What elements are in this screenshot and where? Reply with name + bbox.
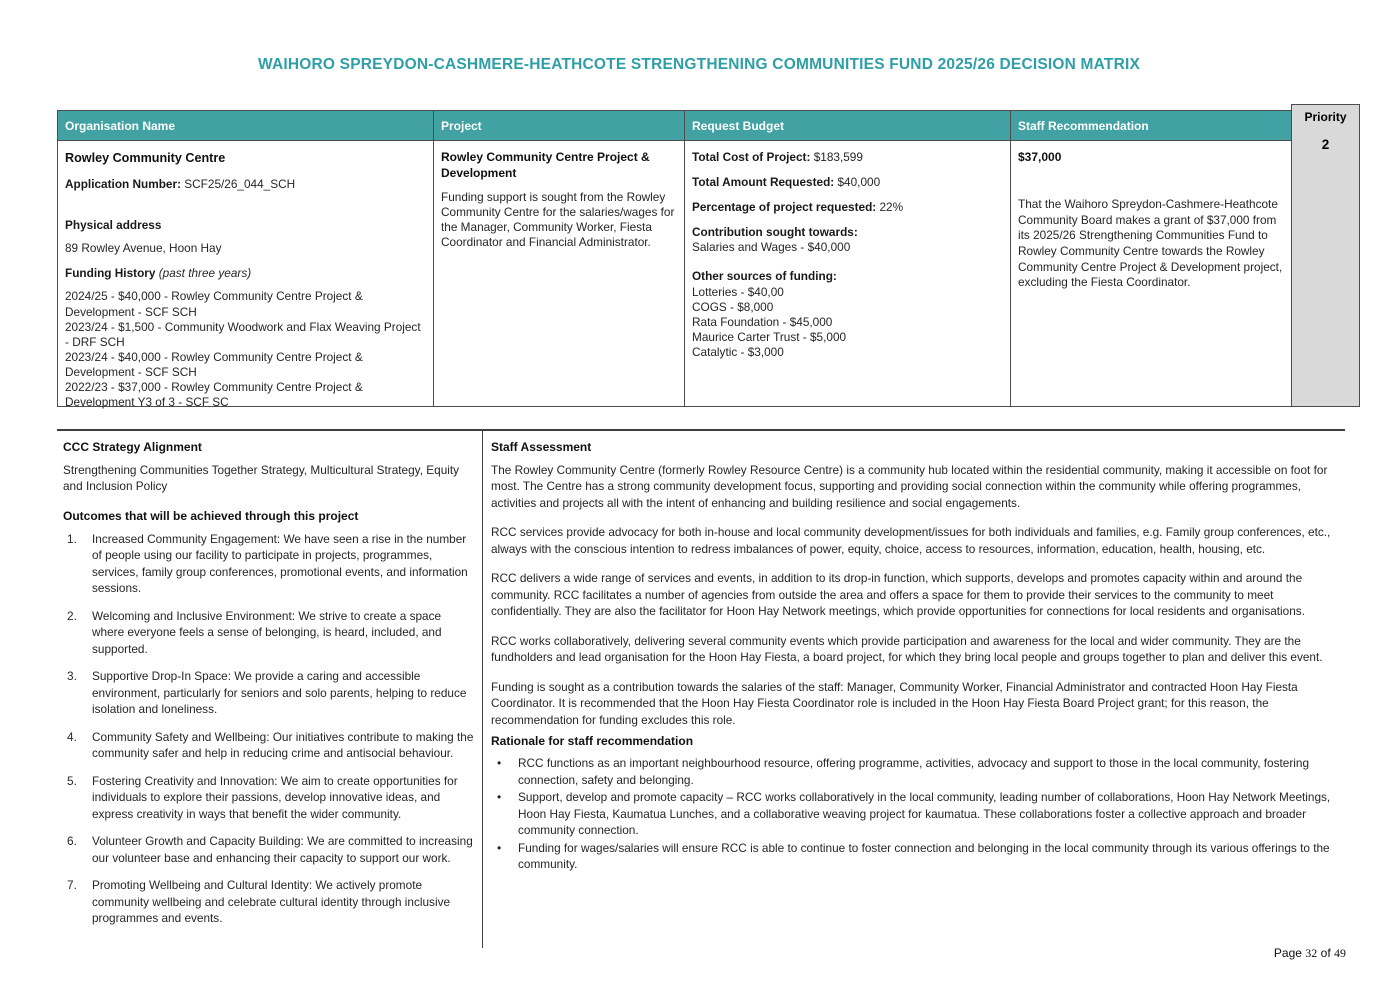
other-funding-entry: Maurice Carter Trust - $5,000	[692, 329, 847, 344]
assessment-paragraph: RCC services provide advocacy for both in-house and local community development/issues for both individuals and families, e.g. Family group conferences, etc., always with the conscious intention to redress imbalances of power, equity, choice, access to resources, information, education, health, housing, etc.	[491, 525, 1331, 556]
organisation-name: Rowley Community Centre	[65, 151, 226, 165]
rationale-heading: Rationale for staff recommendation	[491, 733, 694, 748]
assessment-paragraph: The Rowley Community Centre (formerly Rowley Resource Centre) is a community hub located within the residential community, making it accessible on foot for most. The Centre has a strong community development focus, supporting and providing social connection within the community while offering programmes, activities and projects all with the intent of enhancing and building resilience and social engagements.	[491, 462, 1328, 510]
contribution-value: Salaries and Wages - $40,000	[692, 240, 851, 255]
funding-history-heading	[65, 266, 425, 281]
contribution-label: Contribution sought towards:	[692, 225, 858, 240]
application-number-line	[65, 177, 425, 192]
physical-address-label: Physical address	[65, 218, 162, 233]
staff-assessment-heading: Staff Assessment	[491, 440, 592, 454]
page-number	[1274, 946, 1346, 961]
total-requested-label: Total Amount Requested:	[692, 175, 835, 190]
funding-history-entry: 2022/23 - $37,000 - Rowley Community Centre Project & Development Y3 of 3 - SCF SC	[65, 380, 363, 410]
page-number-value: 32	[1305, 946, 1318, 960]
total-requested-value: $40,000	[837, 175, 881, 190]
physical-address-value: 89 Rowley Avenue, Hoon Hay	[65, 241, 222, 256]
assessment-paragraph: Funding is sought as a contribution towards the salaries of the staff: Manager, Community Worker, Financial Administrator and contracted Hoon Hay Fiesta Coordinator. It is recommended that the Hoon Hay Fiesta Coordinator role is included in the Hoon Hay Fiesta Board Project grant; for this reason, the recommendation for funding excludes this role.	[491, 679, 1298, 727]
header-priority: Priority	[1304, 110, 1347, 124]
page-title: WAIHORO SPREYDON-CASHMERE-HEATHCOTE STRENGTHENING COMMUNITIES FUND 2025/26 DECISION MATRIX	[257, 56, 1141, 73]
page-total-value: 49	[1334, 946, 1346, 960]
outcome-item: Volunteer Growth and Capacity Building: We are committed to increasing our volunteer base and enhancing their capacity to support our work.	[92, 834, 473, 865]
percentage-label: Percentage of project requested:	[692, 200, 877, 215]
header-staff-recommendation: Staff Recommendation	[1011, 111, 1292, 141]
header-organisation-name: Organisation Name	[58, 111, 434, 141]
application-number-value: SCF25/26_044_SCH	[184, 177, 296, 192]
outcome-item: Promoting Wellbeing and Cultural Identity: We actively promote community wellbeing and celebrate cultural identity through inclusive programmes and events.	[92, 878, 451, 926]
other-funding-label: Other sources of funding:	[692, 269, 837, 284]
funding-history-note: (past three years)	[158, 266, 252, 281]
rationale-item: • Support, develop and promote capacity – RCC works collaboratively in the local community, leading number of collaborations, Hoon Hay Network Meetings, Hoon Hay Fiesta, Kaumatua Lunches, and a collaborative weaving project for kaumatua. These collaborations foster a collective approach and broader community connection.	[491, 789, 1345, 839]
details-section	[57, 429, 1345, 948]
decision-matrix-table	[57, 110, 1360, 410]
total-cost-line	[692, 150, 1002, 165]
ccc-strategy-heading: CCC Strategy Alignment	[63, 440, 202, 454]
outcome-item: Community Safety and Wellbeing: Our initiatives contribute to making the community safer and help in reducing crime and antisocial behaviour.	[92, 729, 474, 761]
priority-column	[1291, 104, 1360, 407]
header-project: Project	[434, 111, 685, 141]
outcomes-heading: Outcomes that will be achieved through this project	[63, 508, 359, 523]
ccc-strategy-column	[57, 431, 483, 948]
percentage-line	[692, 200, 1002, 215]
percentage-value: 22%	[879, 200, 904, 215]
other-funding-entry: Lotteries - $40,00	[692, 284, 784, 299]
assessment-paragraph: RCC delivers a wide range of services and events, in addition to its drop-in function, which supports, develops and promotes capacity within and around the community. RCC facilitates a number of agencies from outside the area and offers a space for them to provide their services to the community to meet confidentially. They are also the facilitator for Hoon Hay Network meetings, which provide opportunities for connections for local residents and organisations.	[491, 571, 1305, 619]
staff-assessment-column	[483, 431, 1345, 948]
other-funding-entry: Catalytic - $3,000	[692, 344, 784, 359]
rationale-item: • Funding for wages/salaries will ensure RCC is able to continue to foster connection and belonging in the local community through its various offerings to the community.	[491, 840, 1345, 873]
total-requested-line	[692, 175, 1002, 190]
outcome-item: Welcoming and Inclusive Environment: We strive to create a space where everyone feels a sense of belonging, is heard, included, and supported.	[92, 608, 442, 656]
recommendation-amount: $37,000	[1018, 150, 1062, 164]
header-request-budget: Request Budget	[685, 111, 1011, 141]
priority-value: 2	[1321, 137, 1330, 152]
outcomes-list	[63, 531, 474, 927]
funding-history-entry: 2024/25 - $40,000 - Rowley Community Centre Project & Development - SCF SCH	[65, 289, 363, 319]
funding-history-label: Funding History	[65, 266, 156, 281]
outcome-item: Fostering Creativity and Innovation: We aim to create opportunities for individuals to explore their passions, develop innovative ideas, and express creativity in ways that benefit the wider community.	[92, 773, 458, 821]
funding-history-entry: 2023/24 - $1,500 - Community Woodwork and Flax Weaving Project - DRF SCH	[65, 319, 421, 349]
request-budget-cell	[685, 141, 1011, 407]
assessment-paragraph: RCC works collaboratively, delivering several community events which provide participation and awareness for the local and wider community. They are the fundholders and lead organisation for the Hoon Hay Fiesta, a board project, for which they bring local people and groups together to plan and deliver this event.	[491, 633, 1323, 665]
funding-history-entry: 2023/24 - $40,000 - Rowley Community Centre Project & Development - SCF SCH	[65, 349, 363, 379]
project-description: Funding support is sought from the Rowley Community Centre for the salaries/wages for the Manager, Community Worker, Fiesta Coordinator and Financial Administrator.	[441, 190, 675, 250]
other-funding-entry: Rata Foundation - $45,000	[692, 314, 833, 329]
page-of-label: of	[1320, 946, 1331, 960]
spacer	[692, 255, 1002, 269]
project-cell	[434, 141, 685, 407]
page-prefix: Page	[1273, 946, 1302, 960]
outcome-item: Supportive Drop-In Space: We provide a caring and accessible environment, particularly for seniors and solo parents, helping to reduce isolation and loneliness.	[92, 669, 467, 717]
staff-recommendation-cell	[1011, 141, 1292, 407]
outcome-item: Increased Community Engagement: We have seen a rise in the number of people using our facility to participate in projects, programmes, services, family group conferences, promotional events, and information sessions.	[92, 531, 468, 596]
application-number-label: Application Number:	[65, 177, 182, 192]
other-funding-entry: COGS - $8,000	[692, 299, 774, 314]
spacer	[65, 200, 425, 218]
recommendation-text: That the Waihoro Spreydon-Cashmere-Heathcote Community Board makes a grant of $37,000 from its 2025/26 Strengthening Communities Fund to Rowley Community Centre towards the Rowley Community Centre Project & Development project, excluding the Fiesta Coordinator.	[1018, 197, 1283, 290]
rationale-list	[491, 755, 1345, 873]
total-cost-value: $183,599	[813, 150, 863, 164]
organisation-cell	[58, 141, 434, 410]
total-cost-label: Total Cost of Project:	[692, 150, 811, 164]
rationale-item: • RCC functions as an important neighbourhood resource, offering programme, activities, advocacy and support to those in the local community, fostering connection, safety and belonging.	[491, 755, 1345, 788]
ccc-strategy-text: Strengthening Communities Together Strategy, Multicultural Strategy, Equity and Inclusion Policy	[63, 462, 460, 494]
project-title: Rowley Community Centre Project & Development	[441, 150, 650, 180]
